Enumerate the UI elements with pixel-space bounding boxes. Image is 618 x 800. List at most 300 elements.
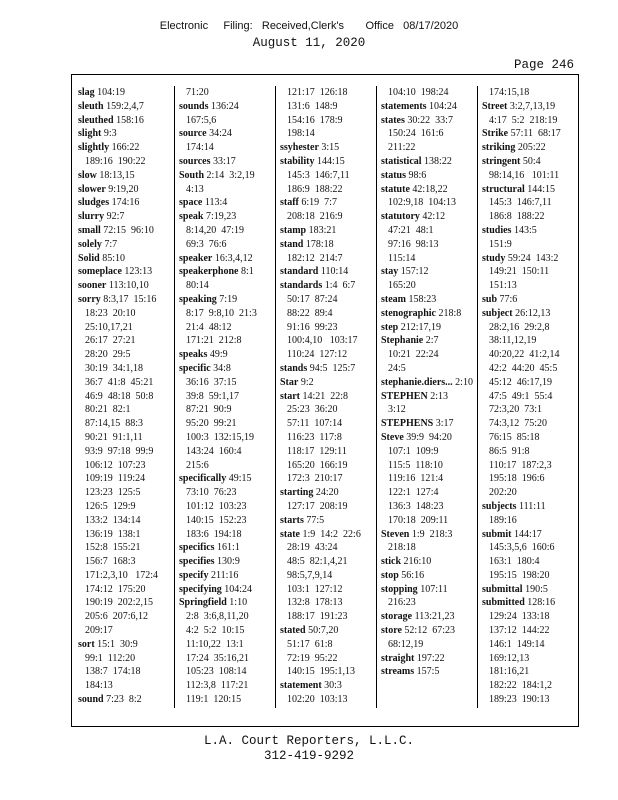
page-line-references: 49:9 (209, 349, 228, 361)
page-line-references: 42:2 44:20 45:5 (489, 362, 558, 374)
page-line-references: 119:1 120:15 (186, 694, 242, 706)
page-line-references: 144:17 (513, 528, 542, 540)
index-word: subject (482, 307, 513, 319)
page-line-references: 218:8 (438, 307, 462, 319)
index-entry (179, 252, 276, 266)
page-line-references: 46:9 48:18 50:8 (85, 390, 154, 402)
page-line-references: 202:20 (489, 487, 517, 499)
index-entry (78, 279, 175, 293)
index-entry (381, 169, 478, 183)
index-column-5 (482, 86, 579, 706)
page-line-references: 129:24 133:18 (489, 611, 550, 623)
index-word: Star (280, 376, 299, 388)
page-line-references: 182:12 214:7 (287, 252, 343, 264)
page-line-references: 150:24 161:6 (388, 128, 444, 140)
page-line-references: 39:9 94:20 (406, 431, 452, 443)
page-line-references: 189:16 190:22 (85, 155, 146, 167)
page-line-references: 167:5,6 (186, 114, 217, 126)
index-entry (179, 127, 276, 155)
page-line-references: 10:21 22:24 (388, 349, 439, 361)
page-line-references: 157:12 (400, 266, 429, 278)
index-entry (179, 362, 276, 472)
index-word: specifically (179, 473, 227, 485)
page-line-references: 100:3 132:15,19 (186, 431, 255, 443)
index-entry (280, 279, 377, 362)
index-entry (381, 376, 478, 390)
index-entry (280, 265, 377, 279)
index-word: stenographic (381, 307, 436, 319)
index-entry (381, 417, 478, 431)
page-line-references: 156:7 168:3 (85, 556, 136, 568)
index-word: submit (482, 528, 512, 540)
index-entry (78, 114, 175, 128)
page-line-references: 42:18,22 (412, 183, 448, 195)
page-line-references: 7:19,23 (205, 211, 237, 223)
index-word: sooner (78, 280, 107, 292)
index-word: straight (381, 652, 415, 664)
page-line-references: 34:8 (213, 362, 231, 374)
index-entry (179, 541, 276, 555)
page-line-references: 2:7 (425, 335, 439, 347)
index-entry (381, 528, 478, 556)
index-entry (280, 376, 377, 390)
index-entry (381, 583, 478, 611)
index-word: Stephanie (381, 335, 424, 347)
index-entry (179, 555, 276, 569)
page-line-references: 127:17 208:19 (287, 500, 348, 512)
page-line-references: 174:16 (111, 197, 140, 209)
page-line-references: 102:9,18 104:13 (388, 197, 457, 209)
index-word: status (381, 169, 407, 181)
index-entry (381, 210, 478, 265)
index-entry (78, 293, 175, 638)
index-word: standard (280, 266, 319, 278)
index-word: subjects (482, 500, 517, 512)
page-line-references: 183:21 (308, 224, 337, 236)
page-line-references: 103:1 127:12 (287, 583, 343, 595)
index-word: specify (179, 569, 209, 581)
index-word: stand (280, 238, 304, 250)
index-word: speaker (179, 252, 213, 264)
page-line-references: 205:6 207:6,12 (85, 611, 149, 623)
page-line-references: 73:10 76:23 (186, 487, 237, 499)
index-entry (280, 486, 377, 514)
page-line-references: 36:7 41:8 45:21 (85, 376, 154, 388)
page-line-references: 122:1 127:4 (388, 487, 439, 499)
page-line-references: 26:12,13 (515, 307, 551, 319)
page-line-references: 4:13 (186, 183, 204, 195)
index-entry (179, 293, 276, 348)
index-entry (381, 86, 478, 100)
page-line-references: 34:24 (209, 128, 232, 140)
index-entry (78, 638, 175, 693)
page-line-references: 115:14 (388, 252, 416, 264)
index-word: stay (381, 266, 399, 278)
page-line-references: 40:20,22 41:2,14 (489, 349, 560, 361)
index-word: sort (78, 638, 95, 650)
page-line-references: 132:8 178:13 (287, 597, 343, 609)
page-line-references: 74:3,12 75:20 (489, 418, 548, 430)
page-line-references: 107:1 109:9 (388, 445, 439, 457)
page-line-references: 50:4 (522, 155, 541, 167)
index-word: step (381, 321, 399, 333)
index-entry (381, 334, 478, 375)
page-line-references: 11:10,22 13:1 (186, 638, 244, 650)
index-word: state (280, 528, 300, 540)
page-line-references: 77:6 (499, 293, 518, 305)
page-line-references: 161:1 (217, 542, 240, 554)
index-entry (381, 610, 478, 624)
page-line-references: 87:14,15 88:3 (85, 418, 144, 430)
page-line-references: 9:19,20 (108, 183, 139, 195)
page-line-references: 28:20 29:5 (85, 349, 131, 361)
page-line-references: 158:23 (408, 293, 437, 305)
page-line-references: 105:23 108:14 (186, 666, 247, 678)
index-entry (482, 86, 579, 100)
index-entry (78, 238, 175, 252)
page-line-references: 205:22 (517, 142, 546, 154)
index-entry (78, 693, 175, 706)
index-word: sleuthed (78, 114, 114, 126)
index-entry (381, 183, 478, 211)
page-line-references: 28:19 43:24 (287, 542, 338, 554)
index-entry (381, 555, 478, 569)
page-line-references: 68:12,19 (388, 638, 424, 650)
index-word: stop (381, 569, 399, 581)
page-line-references: 128:16 (527, 597, 556, 609)
index-word: stands (280, 362, 308, 374)
page-line-references: 2:13 (430, 390, 448, 402)
page-line-references: 21:4 48:12 (186, 321, 232, 333)
page-line-references: 2:14 3:2,19 (206, 169, 255, 181)
page-line-references: 195:15 198:20 (489, 569, 550, 581)
index-entry (381, 321, 478, 335)
index-word: slag (78, 87, 95, 98)
index-entry (482, 127, 579, 141)
page-line-references: 131:6 148:9 (287, 100, 338, 112)
index-entry (381, 569, 478, 583)
index-word: speak (179, 211, 204, 223)
index-entry (78, 183, 175, 197)
page-line-references: 72:19 95:22 (287, 652, 338, 664)
index-entry (280, 224, 377, 238)
page-line-references: 186:8 188:22 (489, 211, 545, 223)
page-line-references: 102:20 103:13 (287, 694, 348, 706)
index-entry (78, 196, 175, 210)
index-entry (280, 196, 377, 224)
page-line-references: 25:23 36:20 (287, 404, 338, 416)
page-line-references: 178:18 (305, 238, 334, 250)
page-line-references: 110:17 187:2,3 (489, 459, 552, 471)
page-line-references: 57:11 107:14 (287, 418, 343, 430)
index-entry (381, 114, 478, 155)
page-line-references: 208:18 216:9 (287, 211, 343, 223)
index-word: stated (280, 625, 306, 637)
page-line-references: 28:2,16 29:2,8 (489, 321, 550, 333)
page-line-references: 209:17 (85, 625, 113, 637)
page-line-references: 165:20 166:19 (287, 459, 348, 471)
page-line-references: 184:13 (85, 680, 113, 692)
index-entry (381, 293, 478, 307)
index-entry (179, 348, 276, 362)
index-word: statute (381, 183, 410, 195)
page-line-references: 159:2,4,7 (106, 100, 144, 112)
index-word: submittal (482, 583, 523, 595)
index-entry (179, 100, 276, 128)
index-word: sleuth (78, 100, 104, 112)
page-line-references: 151:9 (489, 238, 512, 250)
page-line-references: 149:21 150:11 (489, 266, 550, 278)
index-entry (179, 583, 276, 597)
index-entry (179, 265, 276, 293)
index-word: Springfield (179, 597, 227, 609)
page-line-references: 85:10 (102, 252, 125, 264)
index-word: South (179, 169, 205, 181)
index-entry (78, 100, 175, 114)
transcript-date: August 11, 2020 (252, 36, 366, 50)
index-word: stephanie.diers... (381, 376, 453, 388)
index-word: structural (482, 183, 525, 195)
index-entry (482, 583, 579, 597)
page-line-references: 25:10,17,21 (85, 321, 133, 333)
page-line-references: 59:24 143:2 (507, 252, 559, 264)
index-entry (280, 679, 377, 706)
page-line-references: 111:11 (518, 500, 546, 512)
page-line-references: 140:15 195:1,13 (287, 666, 356, 678)
page-line-references: 189:16 (489, 514, 517, 526)
page-line-references: 104:24 (429, 100, 457, 112)
page-line-references: 30:19 34:1,18 (85, 362, 144, 374)
page-line-references: 190:5 (525, 583, 548, 595)
page-line-references: 93:9 97:18 99:9 (85, 445, 154, 457)
page-line-references: 182:22 184:1,2 (489, 680, 553, 692)
index-word: STEPHENS (381, 418, 434, 430)
page-line-references: 154:16 178:9 (287, 114, 343, 126)
page-line-references: 56:16 (401, 569, 425, 581)
page-line-references: 104:10 198:24 (388, 87, 449, 98)
page-line-references: 97:16 98:13 (388, 238, 439, 250)
page-line-references: 42:12 (422, 211, 446, 223)
page-line-references: 100:4,10 103:17 (287, 335, 358, 347)
page-line-references: 190:19 202:2,15 (85, 597, 154, 609)
index-entry (280, 514, 377, 528)
index-word: Strike (482, 128, 509, 140)
page-line-references: 52:12 67:23 (404, 625, 455, 637)
index-word: streams (381, 666, 415, 678)
index-word: storage (381, 611, 413, 623)
index-entry (78, 169, 175, 183)
page-line-references: 151:13 (489, 280, 517, 292)
page-line-references: 123:23 125:5 (85, 487, 141, 499)
index-word: someplace (78, 266, 122, 278)
index-entry (482, 596, 579, 706)
index-column-3 (280, 86, 377, 706)
index-word: Steven (381, 528, 410, 540)
page-line-references: 195:18 196:6 (489, 473, 545, 485)
page-line-references: 121:17 126:18 (287, 87, 348, 98)
page-line-references: 48:5 82:1,4,21 (287, 556, 348, 568)
page-line-references: 104:24 (224, 583, 253, 595)
index-entry (179, 210, 276, 251)
page-line-references: 9:3 (103, 128, 117, 140)
page-line-references: 3:17 (435, 418, 454, 430)
page-line-references: 91:16 99:23 (287, 321, 338, 333)
index-word: stopping (381, 583, 418, 595)
page-line-references: 1:9 218:3 (411, 528, 453, 540)
page-line-references: 188:17 191:23 (287, 611, 348, 623)
page-line-references: 39:8 59:1,17 (186, 390, 240, 402)
page-line-references: 174:12 175:20 (85, 583, 146, 595)
index-word: statement (280, 680, 322, 692)
page-line-references: 50:17 87:24 (287, 293, 338, 305)
page-line-references: 186:9 188:22 (287, 183, 343, 195)
index-entry (78, 224, 175, 238)
index-word: Street (482, 100, 508, 112)
index-entry (482, 500, 579, 528)
index-entry (179, 596, 276, 706)
page-line-references: 80:14 (186, 280, 209, 292)
index-entry (78, 86, 175, 100)
index-word: speaking (179, 293, 217, 305)
page-line-references: 72:3,20 73:1 (489, 404, 543, 416)
index-word: states (381, 114, 405, 126)
index-word: speaks (179, 349, 208, 361)
index-entry (78, 210, 175, 224)
page-line-references: 88:22 89:4 (287, 307, 333, 319)
page-line-references: 171:2,3,10 172:4 (85, 569, 159, 581)
page-line-references: 163:1 180:4 (489, 556, 540, 568)
index-word: steam (381, 293, 406, 305)
index-word: Solid (78, 252, 100, 264)
index-column-2 (179, 86, 276, 706)
index-word: start (280, 390, 300, 402)
page-line-references: 76:15 85:18 (489, 431, 540, 443)
page-line-references: 18:13,15 (99, 169, 135, 181)
index-entry (381, 155, 478, 169)
index-entry (482, 252, 579, 293)
page-line-references: 169:12,13 (489, 652, 530, 664)
page-line-references: 1:9 14:2 22:6 (302, 528, 361, 540)
page-line-references: 14:21 22:8 (302, 390, 349, 402)
page-line-references: 181:16,21 (489, 666, 530, 678)
page-line-references: 123:13 (124, 266, 153, 278)
page-line-references: 113:21,23 (414, 611, 455, 623)
index-entry (482, 293, 579, 307)
page-line-references: 145:3 146:7,11 (489, 197, 552, 209)
page-line-references: 215:6 (186, 459, 209, 471)
page-line-references: 2:8 3:6,8,11,20 (186, 611, 249, 623)
index-column-4 (381, 86, 478, 706)
index-word: specifies (179, 556, 215, 568)
index-word: statistical (381, 155, 422, 167)
page-line-references: 212:17,19 (400, 321, 442, 333)
page-line-references: 24:20 (315, 487, 339, 499)
page-line-references: 110:14 (320, 266, 349, 278)
page-line-references: 166:22 (111, 142, 140, 154)
index-word: statutory (381, 211, 420, 223)
index-word: ssyhester (280, 142, 319, 154)
page-line-references: 4:2 5:2 10:15 (186, 625, 245, 637)
page-line-references: 9:2 (300, 376, 314, 388)
page-line-references: 51:17 61:8 (287, 638, 333, 650)
index-word: slightly (78, 142, 110, 154)
page-line-references: 197:22 (416, 652, 445, 664)
page-line-references: 50:7,20 (308, 625, 339, 637)
page-line-references: 143:24 160:4 (186, 445, 242, 457)
page-line-references: 138:7 174:18 (85, 666, 141, 678)
page-line-references: 47:5 49:1 55:4 (489, 390, 553, 402)
page-line-references: 98:5,7,9,14 (287, 569, 333, 581)
index-word: standards (280, 280, 323, 292)
page-line-references: 77:5 (306, 514, 325, 526)
page-line-references: 137:12 144:22 (489, 625, 550, 637)
page-line-references: 33:17 (212, 155, 236, 167)
page-line-references: 98:6 (408, 169, 427, 181)
index-word: source (179, 128, 207, 140)
page-line-references: 6:19 7:7 (301, 197, 337, 209)
page-line-references: 49:15 (228, 473, 252, 485)
page-line-references: 157:5 (416, 666, 440, 678)
page-line-references: 3:12 (388, 404, 406, 416)
page-line-references: 7:23 8:2 (106, 694, 142, 706)
index-entry (482, 528, 579, 583)
index-entry (280, 155, 377, 196)
page-line-references: 218:18 (388, 542, 416, 554)
page-line-references: 110:24 127:12 (287, 349, 348, 361)
page-line-references: 3:2,7,13,19 (509, 100, 556, 112)
page-line-references: 17:24 35:16,21 (186, 652, 250, 664)
index-word: space (179, 197, 203, 209)
index-word: staff (280, 197, 299, 209)
index-word: solely (78, 238, 102, 250)
page-line-references: 38:11,12,19 (489, 335, 537, 347)
index-entry (482, 183, 579, 224)
page-line-references: 119:16 121:4 (388, 473, 444, 485)
index-entry (179, 155, 276, 169)
page-line-references: 106:12 107:23 (85, 459, 146, 471)
page-line-references: 107:11 (420, 583, 448, 595)
page-line-references: 1:10 (229, 597, 248, 609)
index-word: store (381, 625, 402, 637)
page-line-references: 113:10,10 (108, 280, 149, 292)
index-word: slower (78, 183, 106, 195)
index-entry (179, 86, 276, 100)
index-word: sound (78, 694, 104, 706)
court-reporter-name: L.A. Court Reporters, L.L.C. (203, 734, 415, 748)
index-entry (482, 100, 579, 128)
index-entry (179, 169, 276, 197)
page-line-references: 109:19 119:24 (85, 473, 146, 485)
page-line-references: 36:16 37:15 (186, 376, 237, 388)
page-line-references: 4:17 5:2 218:19 (489, 114, 558, 126)
page-line-references: 145:3,5,6 160:6 (489, 542, 555, 554)
index-entry (381, 652, 478, 666)
page-line-references: 113:4 (204, 197, 228, 209)
index-entry (280, 528, 377, 625)
index-entry (280, 141, 377, 155)
page-number: Page 246 (513, 58, 574, 72)
index-word: statements (381, 100, 427, 112)
page-line-references: 99:1 112:20 (85, 652, 136, 664)
page-line-references: 112:3,8 117:21 (186, 680, 249, 692)
page-line-references: 94:5 125:7 (309, 362, 356, 374)
page-line-references: 30:3 (324, 680, 342, 692)
page-line-references: 8:14,20 47:19 (186, 224, 245, 236)
index-entry (280, 86, 377, 141)
page-line-references: 115:5 118:10 (388, 459, 443, 471)
page-line-references: 86:5 91:8 (489, 445, 530, 457)
page-line-references: 165:20 (388, 280, 416, 292)
